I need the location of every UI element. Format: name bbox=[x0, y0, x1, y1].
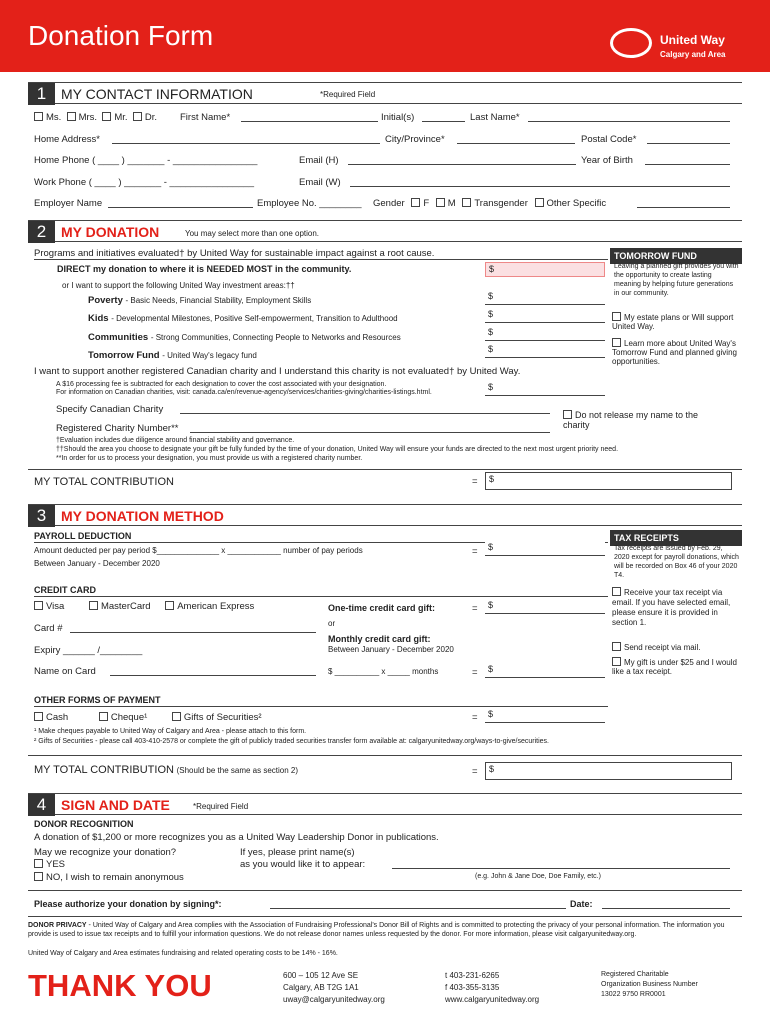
section-number: 1 bbox=[28, 83, 55, 105]
initials-field[interactable] bbox=[422, 121, 465, 122]
email-receipt-row bbox=[612, 587, 740, 628]
equals-sign: = bbox=[472, 603, 478, 614]
tomorrow-fund-text: Leaving a planned gift provides you with the opportunity to create lasting meaning by helping future generations in our community. bbox=[614, 263, 739, 297]
card-number-field[interactable] bbox=[70, 632, 316, 633]
tomorrow-desc: - United Way's legacy fund bbox=[162, 351, 257, 360]
specify-charity-field[interactable] bbox=[180, 413, 550, 414]
gender-f-checkbox[interactable] bbox=[411, 198, 420, 207]
mail-receipt-label: Send receipt via mail. bbox=[624, 643, 701, 652]
privacy-text: - United Way of Calgary and Area complies with the Association of Fundraising Professional's Donor Bill of Rights and is committed to protecting the privacy of your personal information. The information you provide is used to issue tax receipts and to fulfill your information questions. We do not release donor names unless requested by the donor. For more information, please visit calgaryunitedway.org. bbox=[28, 922, 725, 938]
kids-label: Kids bbox=[88, 313, 109, 324]
footnote-1: †Evaluation includes due diligence around financial stability and governance. bbox=[56, 437, 295, 444]
equals-sign: = bbox=[472, 546, 478, 557]
mail-receipt-checkbox[interactable] bbox=[612, 642, 621, 651]
gender-trans-checkbox[interactable] bbox=[462, 198, 471, 207]
work-phone-label[interactable]: Work Phone ( ____ ) _______ - ________________ bbox=[34, 177, 255, 188]
kids-amount-field[interactable]: $ bbox=[485, 308, 605, 323]
website-link[interactable]: www.calgaryunitedway.org bbox=[445, 995, 540, 1004]
united-way-logo-icon bbox=[610, 28, 652, 58]
monthly-amount-field[interactable]: $ bbox=[485, 663, 605, 678]
equals-sign: = bbox=[472, 667, 478, 678]
postal-label: Postal Code* bbox=[581, 134, 637, 145]
learn-more-checkbox[interactable] bbox=[612, 338, 621, 347]
gender-other-label: Other Specific bbox=[546, 198, 607, 209]
last-name-label: Last Name* bbox=[470, 112, 520, 123]
total-note: (Should be the same as section 2) bbox=[176, 766, 299, 775]
section-title: MY CONTACT INFORMATION bbox=[61, 86, 253, 102]
gender-f-label: F bbox=[423, 198, 430, 209]
email-receipt-label: Receive your tax receipt via email. If you have selected email, please ensure it is provided in section 1. bbox=[612, 588, 731, 627]
footnote-3: **In order for us to process your designation, you must provide us with a registered charity number. bbox=[56, 455, 363, 462]
yes-label: YES bbox=[46, 859, 66, 870]
gender-other-checkbox[interactable] bbox=[535, 198, 544, 207]
securities-footnote: ² Gifts of Securities - please call 403-410-2578 or complete the gift of publicly traded securities transfer form available at: calgaryunitedway.org/ways-to-give/securities. bbox=[34, 738, 549, 745]
tomorrow-label: Tomorrow Fund bbox=[88, 350, 160, 361]
equals-sign: = bbox=[472, 476, 478, 487]
name-on-card-label: Name on Card bbox=[34, 666, 96, 677]
registered-line-2: Organization Business Number bbox=[601, 981, 698, 988]
poverty-amount-field[interactable]: $ bbox=[485, 290, 605, 305]
form-title: Donation Form bbox=[28, 20, 214, 51]
gender-trans-label: Transgender bbox=[474, 198, 528, 209]
required-note: *Required Field bbox=[320, 90, 376, 99]
address-line-2: Calgary, AB T2G 1A1 bbox=[283, 983, 359, 992]
securities-label: Gifts of Securities² bbox=[183, 712, 262, 723]
operating-costs: United Way of Calgary and Area estimates fundraising and related operating costs to be 14% - 16%. bbox=[28, 950, 338, 957]
divider bbox=[34, 706, 608, 707]
other-forms-amount-field[interactable]: $ bbox=[485, 708, 605, 723]
estate-plans-checkbox[interactable] bbox=[612, 312, 621, 321]
section-1-bar bbox=[28, 82, 742, 104]
required-note: *Required Field bbox=[193, 802, 249, 811]
total-contribution-label: MY TOTAL CONTRIBUTION bbox=[34, 764, 174, 776]
poverty-desc: - Basic Needs, Financial Stability, Employment Skills bbox=[125, 296, 312, 305]
card-number-label: Card # bbox=[34, 623, 63, 634]
amex-label: American Express bbox=[177, 601, 255, 612]
address-label: Home Address* bbox=[34, 134, 101, 145]
onetime-label: One-time credit card gift: bbox=[328, 603, 436, 613]
name-on-card-field[interactable] bbox=[110, 675, 316, 676]
poverty-row bbox=[88, 295, 311, 306]
visa-checkbox[interactable] bbox=[34, 601, 43, 610]
communities-label: Communities bbox=[88, 332, 149, 343]
donor-recognition-heading: DONOR RECOGNITION bbox=[34, 819, 134, 829]
direct-needed-most: DIRECT my donation to where it is NEEDED MOST in the community. bbox=[57, 264, 352, 274]
divider bbox=[34, 259, 608, 260]
payroll-heading: PAYROLL DEDUCTION bbox=[34, 531, 132, 541]
tax-receipts-text: Tax receipts are issued by Feb. 29, 2020 except for payroll donations, which will be recorded on Box 46 of your 2020 T4. bbox=[614, 545, 739, 579]
mr-checkbox[interactable] bbox=[102, 112, 111, 121]
amount-per-period[interactable]: Amount deducted per pay period $______________ x ____________ number of pay periods bbox=[34, 546, 363, 555]
gender-row bbox=[373, 198, 606, 209]
payroll-between: Between January - December 2020 bbox=[34, 559, 160, 568]
onetime-amount-field[interactable]: $ bbox=[485, 599, 605, 614]
yes-checkbox[interactable] bbox=[34, 859, 43, 868]
section-title: MY DONATION METHOD bbox=[61, 508, 224, 524]
postal-field[interactable] bbox=[647, 143, 730, 144]
date-label: Date: bbox=[570, 899, 593, 909]
mrs-checkbox[interactable] bbox=[67, 112, 76, 121]
tomorrow-fund-heading: TOMORROW FUND bbox=[610, 248, 742, 264]
divider bbox=[28, 916, 742, 917]
recognition-name-field[interactable] bbox=[392, 868, 730, 869]
learn-more-row bbox=[612, 338, 740, 366]
months-field[interactable]: $ __________ x _____ months bbox=[328, 667, 439, 676]
ms-label: Ms. bbox=[46, 112, 62, 123]
yob-field[interactable] bbox=[645, 164, 730, 165]
telephone: t 403-231-6265 bbox=[445, 971, 500, 980]
total-amount-field[interactable]: $ bbox=[485, 472, 732, 490]
credit-card-heading: CREDIT CARD bbox=[34, 585, 96, 595]
other-forms-heading: OTHER FORMS OF PAYMENT bbox=[34, 695, 161, 705]
section-title: MY DONATION bbox=[61, 224, 160, 240]
city-label: City/Province* bbox=[385, 134, 445, 145]
no-label: NO, I wish to remain anonymous bbox=[46, 872, 184, 883]
employer-label: Employer Name bbox=[34, 198, 103, 209]
leadership-text: A donation of $1,200 or more recognizes you as a United Way Leadership Donor in publications. bbox=[34, 832, 439, 843]
method-total-field[interactable]: $ bbox=[485, 762, 732, 780]
divider bbox=[28, 890, 742, 891]
learn-more-label: Learn more about United Way's Tomorrow Fund and planned giving opportunities. bbox=[612, 339, 737, 366]
dr-label: Dr. bbox=[144, 112, 157, 123]
estate-plans-row bbox=[612, 312, 740, 331]
salutation-row bbox=[34, 112, 157, 123]
section-number: 4 bbox=[28, 794, 55, 816]
securities-checkbox[interactable] bbox=[172, 712, 181, 721]
email-w-label: Email (W) bbox=[299, 177, 341, 188]
specify-charity-label: Specify Canadian Charity bbox=[56, 404, 164, 415]
email-w-field[interactable] bbox=[350, 186, 730, 187]
address-field[interactable] bbox=[112, 143, 380, 144]
mail-receipt-row bbox=[612, 642, 740, 652]
thank-you: THANK YOU bbox=[28, 968, 212, 1003]
section-note: You may select more than one option. bbox=[185, 229, 320, 238]
mrs-label: Mrs. bbox=[78, 112, 98, 123]
section-title: SIGN AND DATE bbox=[61, 797, 170, 813]
tomorrow-amount-field[interactable]: $ bbox=[485, 343, 605, 358]
reg-number-field[interactable] bbox=[190, 432, 550, 433]
registered-line-1: Registered Charitable bbox=[601, 971, 669, 978]
payroll-amount-field[interactable]: $ bbox=[485, 541, 605, 556]
yes-row bbox=[34, 859, 65, 870]
cheque-footnote: ¹ Make cheques payable to United Way of Calgary and Area - please attach to this form. bbox=[34, 728, 307, 735]
section-3-bar bbox=[28, 504, 742, 526]
may-we-recognize: May we recognize your donation? bbox=[34, 847, 177, 858]
address-line-1: 600 – 105 12 Ave SE bbox=[283, 971, 359, 980]
sign-label: Please authorize your donation by signing*: bbox=[34, 899, 222, 909]
or-support-label: or I want to support the following United Way investment areas:†† bbox=[62, 281, 295, 290]
under-25-row bbox=[612, 657, 740, 676]
gender-m-checkbox[interactable] bbox=[436, 198, 445, 207]
cheque-label: Cheque¹ bbox=[110, 712, 148, 723]
divider bbox=[28, 469, 742, 470]
tax-receipts-heading: TAX RECEIPTS bbox=[610, 530, 742, 546]
amex-checkbox[interactable] bbox=[165, 601, 174, 610]
registered-number: 13022 9750 RR0001 bbox=[601, 991, 666, 998]
section-2-bar bbox=[28, 220, 742, 242]
no-checkbox[interactable] bbox=[34, 872, 43, 881]
org-subtitle: Calgary and Area bbox=[660, 50, 726, 59]
donor-privacy bbox=[28, 921, 742, 939]
do-not-release-checkbox[interactable] bbox=[563, 410, 572, 419]
home-phone-label[interactable]: Home Phone ( ____ ) _______ - ________________ bbox=[34, 155, 258, 166]
mr-label: Mr. bbox=[114, 112, 128, 123]
do-not-release-row bbox=[563, 410, 713, 430]
total-contribution-label: MY TOTAL CONTRIBUTION bbox=[34, 476, 174, 488]
header-banner bbox=[0, 0, 770, 72]
visa-label: Visa bbox=[46, 601, 65, 612]
reg-number-label: Registered Charity Number** bbox=[56, 423, 179, 434]
ms-checkbox[interactable] bbox=[34, 112, 43, 121]
city-field[interactable] bbox=[457, 143, 575, 144]
direct-amount-field[interactable]: $ bbox=[485, 262, 605, 277]
programs-intro: Programs and initiatives evaluated† by United Way for sustainable impact against a root cause. bbox=[34, 248, 435, 259]
fax: f 403-355-3135 bbox=[445, 983, 500, 992]
yob-label: Year of Birth bbox=[581, 155, 633, 166]
cheque-checkbox[interactable] bbox=[99, 712, 108, 721]
total-contribution-row bbox=[34, 764, 298, 776]
gender-label: Gender bbox=[373, 198, 405, 209]
under-25-checkbox[interactable] bbox=[612, 657, 621, 666]
first-name-field[interactable] bbox=[241, 121, 378, 122]
other-charity-amount-field[interactable]: $ bbox=[485, 381, 605, 396]
gender-m-label: M bbox=[447, 198, 456, 209]
mastercard-checkbox[interactable] bbox=[89, 601, 98, 610]
expiry-field[interactable]: Expiry ______ /________ bbox=[34, 645, 143, 656]
print-names-label: If yes, please print name(s) bbox=[240, 847, 355, 858]
fee-note-2: For information on Canadian charities, visit: canada.ca/en/revenue-agency/services/charities-giving/charities-listings.html. bbox=[56, 389, 432, 396]
no-row bbox=[34, 872, 184, 883]
employee-no-label[interactable]: Employee No. ________ bbox=[257, 198, 362, 209]
equals-sign: = bbox=[472, 712, 478, 723]
estate-plans-label: My estate plans or Will support United Way. bbox=[612, 313, 734, 331]
org-name: United Way bbox=[660, 33, 725, 47]
cash-checkbox[interactable] bbox=[34, 712, 43, 721]
divider bbox=[34, 596, 608, 597]
email-receipt-checkbox[interactable] bbox=[612, 587, 621, 596]
employer-field[interactable] bbox=[108, 207, 253, 208]
email-h-field[interactable] bbox=[348, 164, 576, 165]
date-field[interactable] bbox=[602, 908, 730, 909]
communities-amount-field[interactable]: $ bbox=[485, 326, 605, 341]
cash-label: Cash bbox=[46, 712, 69, 723]
dr-checkbox[interactable] bbox=[133, 112, 142, 121]
communities-row bbox=[88, 332, 401, 343]
other-forms-row bbox=[34, 712, 262, 723]
section-4-bar bbox=[28, 793, 742, 815]
or-label: or bbox=[328, 619, 336, 628]
equals-sign: = bbox=[472, 766, 478, 777]
divider bbox=[28, 755, 742, 756]
under-25-label: My gift is under $25 and I would like a tax receipt. bbox=[612, 658, 737, 676]
monthly-between: Between January - December 2020 bbox=[328, 645, 454, 654]
other-charity-text: I want to support another registered Canadian charity and I understand this charity is not evaluated† by United Way. bbox=[34, 366, 521, 377]
appear-label: as you would like it to appear: bbox=[240, 859, 366, 870]
poverty-label: Poverty bbox=[88, 295, 123, 306]
card-type-row bbox=[34, 601, 254, 612]
tomorrow-row bbox=[88, 350, 257, 361]
first-name-label: First Name* bbox=[180, 112, 231, 123]
footnote-2: ††Should the area you choose to designate your gift be fully funded by the time of your donation, United Way will ensure your funds are directed to the next most urgent priority need. bbox=[56, 446, 619, 453]
name-example: (e.g. John & Jane Doe, Doe Family, etc.) bbox=[475, 873, 601, 880]
monthly-label: Monthly credit card gift: bbox=[328, 634, 431, 644]
section-number: 3 bbox=[28, 505, 55, 527]
section-number: 2 bbox=[28, 221, 55, 243]
privacy-heading: DONOR PRIVACY bbox=[28, 922, 87, 929]
do-not-release-label: Do not release my name to the charity bbox=[563, 410, 699, 430]
mastercard-label: MasterCard bbox=[100, 601, 151, 612]
email-link[interactable]: uway@calgaryunitedway.org bbox=[283, 995, 385, 1004]
initials-label: Initial(s) bbox=[381, 112, 415, 123]
kids-row bbox=[88, 313, 398, 324]
gender-other-field[interactable] bbox=[637, 207, 730, 208]
kids-desc: - Developmental Milestones, Positive Self-empowerment, Transition to Adulthood bbox=[111, 314, 398, 323]
email-h-label: Email (H) bbox=[299, 155, 339, 166]
last-name-field[interactable] bbox=[528, 121, 730, 122]
communities-desc: - Strong Communities, Connecting People to Networks and Resources bbox=[150, 333, 401, 342]
fee-note-1: A $16 processing fee is subtracted for each designation to cover the cost associated with your designation. bbox=[56, 381, 387, 388]
signature-field[interactable] bbox=[270, 908, 566, 909]
